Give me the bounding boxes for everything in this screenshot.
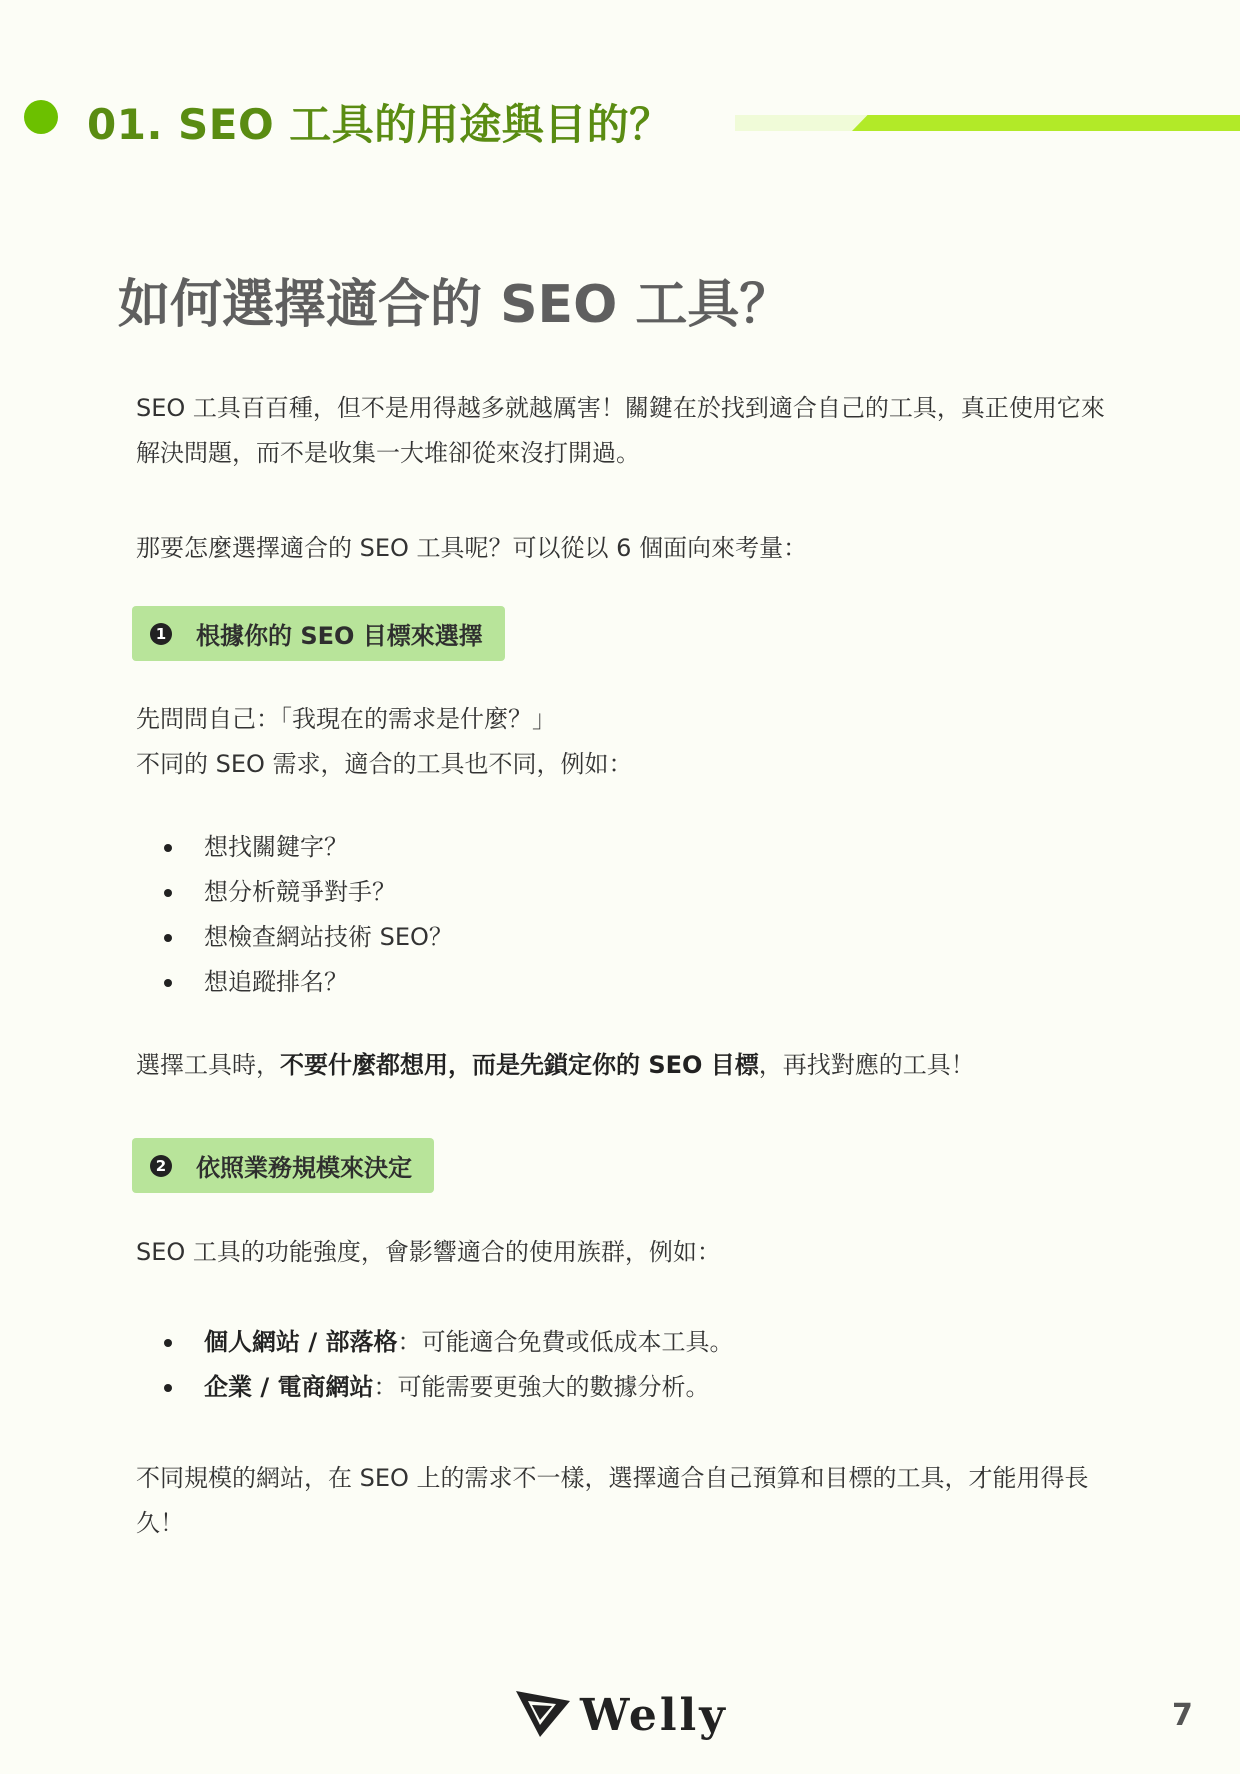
page-number: 7: [1172, 1698, 1193, 1733]
section1-conclusion: [136, 1043, 1106, 1088]
list-item: 想追蹤排名？: [164, 960, 453, 1005]
chapter-title: 01. SEO 工具的用途與目的？: [87, 100, 672, 149]
conclusion-pre: 選擇工具時，: [136, 1051, 280, 1079]
section2-bullet-list: [164, 1320, 733, 1410]
conclusion-post: ，再找對應的工具！: [758, 1051, 975, 1079]
list-item: [164, 1320, 733, 1365]
section2-badge: [132, 1138, 434, 1193]
list-item: 想檢查網站技術 SEO？: [164, 915, 453, 960]
section1-badge-label: 根據你的 SEO 目標來選擇: [196, 622, 483, 650]
list-item: 想找關鍵字？: [164, 825, 453, 870]
intro-paragraph: SEO 工具百百種，但不是用得越多就越厲害！關鍵在於找到適合自己的工具，真正使用它來解決問題，而不是收集一大堆卻從來沒打開過。: [136, 394, 1105, 467]
paper-plane-icon: [516, 1691, 570, 1741]
list-item: 想分析競爭對手？: [164, 870, 453, 915]
page-heading: 如何選擇適合的 SEO 工具？: [118, 275, 792, 335]
intro-question: 那要怎麼選擇適合的 SEO 工具呢？可以從以 6 個面向來考量：: [136, 534, 808, 562]
section1-question: 先問問自己：「我現在的需求是什麼？」: [136, 705, 556, 733]
list-item: [164, 1365, 733, 1410]
list-item-text: ：可能需要更強大的數據分析。: [373, 1373, 710, 1401]
logo-wordmark: Welly: [580, 1690, 728, 1741]
list-item-label: 企業 / 電商網站: [204, 1373, 374, 1401]
list-item-text: ：可能適合免費或低成本工具。: [397, 1328, 734, 1356]
section2-conclusion: 不同規模的網站，在 SEO 上的需求不一樣，選擇適合自己預算和目標的工具，才能用得長久！: [136, 1464, 1089, 1537]
section2-intro: SEO 工具的功能強度，會影響適合的使用族群，例如：: [136, 1238, 721, 1266]
header-dot: [24, 100, 58, 134]
list-item-label: 個人網站 / 部落格: [204, 1328, 398, 1356]
number-2-icon: 2: [150, 1155, 172, 1177]
header-bar-light: [735, 115, 870, 131]
conclusion-emphasis: 不要什麼都想用，而是先鎖定你的 SEO 目標: [280, 1051, 759, 1079]
header-bar-accent: [852, 115, 1240, 131]
section1-intro: 不同的 SEO 需求，適合的工具也不同，例如：: [136, 750, 633, 778]
number-1-icon: 1: [150, 623, 172, 645]
footer-logo: [516, 1690, 728, 1741]
section1-bullet-list: [164, 825, 453, 1005]
section1-badge: [132, 606, 505, 661]
section2-badge-label: 依照業務規模來決定: [196, 1154, 412, 1182]
